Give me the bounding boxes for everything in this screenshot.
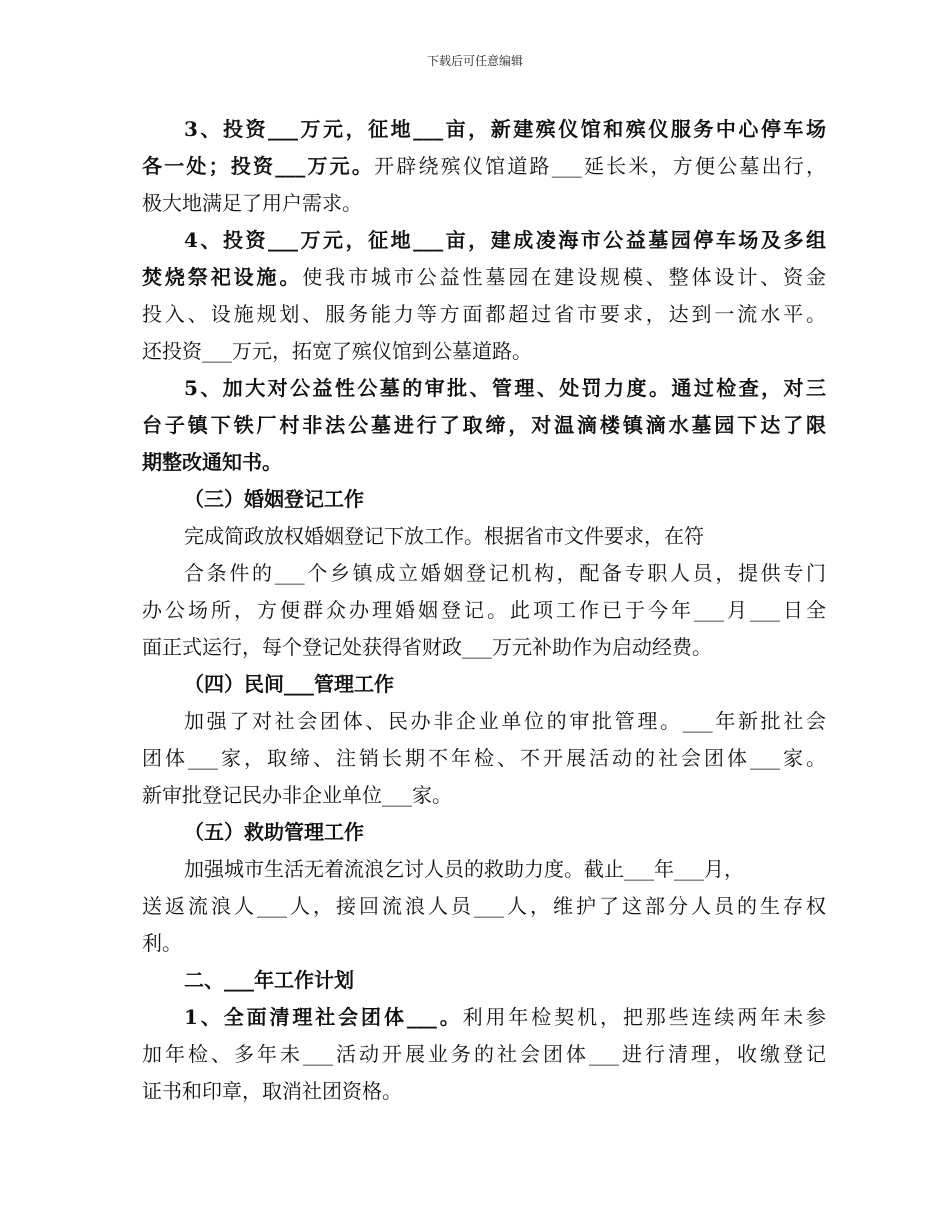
paragraph-line: 送返流浪人___人，接回流浪人员___人，维护了这部分人员的生存权: [142, 894, 826, 918]
paragraph-line: 团体___家，取缔、注销长期不年检、不开展活动的社会团体___家。: [142, 746, 826, 770]
paragraph-line: 极大地满足了用户需求。: [142, 191, 362, 215]
paragraph-line: 5、加大对公益性公墓的审批、管理、处罚力度。通过检查，对三: [184, 376, 826, 400]
paragraph-line: 完成简政放权婚姻登记下放工作。根据省市文件要求，在符: [184, 524, 704, 548]
paragraph-line: 期整改通知书。: [142, 450, 282, 474]
text-run: 利用年检契机，把那些连续两年未参: [462, 1005, 827, 1029]
section-heading: （三）婚姻登记工作: [184, 487, 364, 511]
page-header: 下载后可任意编辑: [426, 54, 523, 68]
paragraph-line: 利。: [142, 931, 182, 955]
paragraph-line: 4、投资___万元，征地___亩，建成凌海市公益墓园停车场及多组: [184, 228, 826, 252]
bold-phrase: 1、全面清理社会团体___。: [184, 1005, 463, 1029]
bold-phrase: 焚烧祭祀设施。: [142, 265, 303, 289]
bold-phrase: 各一处；投资___万元。: [142, 154, 375, 178]
paragraph-line: [142, 259, 826, 296]
paragraph-line: 面正式运行，每个登记处获得省财政___万元补助作为启动经费。: [142, 635, 712, 659]
paragraph-line: [142, 999, 826, 1036]
paragraph-line: 证书和印章，取消社团资格。: [142, 1079, 402, 1103]
paragraph-line: 加年检、多年未___活动开展业务的社会团体___进行清理，收缴登记: [142, 1042, 826, 1066]
text-run: 开辟绕殡仪馆道路___延长米，方便公墓出行，: [374, 154, 827, 178]
paragraph-line: 3、投资___万元，征地___亩，新建殡仪馆和殡仪服务中心停车场: [184, 117, 826, 141]
section-heading: （五）救助管理工作: [184, 820, 364, 844]
paragraph-line: 合条件的___个乡镇成立婚姻登记机构，配备专职人员，提供专门: [184, 561, 826, 585]
paragraph-line: 加强城市生活无着流浪乞讨人员的救助力度。截止___年___月，: [184, 857, 744, 881]
section-heading: （四）民间___管理工作: [184, 672, 394, 696]
paragraph-line: [142, 148, 826, 185]
paragraph-line: 加强了对社会团体、民办非企业单位的审批管理。___年新批社会: [184, 709, 826, 733]
paragraph-line: 新审批登记民办非企业单位___家。: [142, 783, 452, 807]
paragraph-line: 办公场所，方便群众办理婚姻登记。此项工作已于今年___月___日全: [142, 598, 826, 622]
section-heading: 二、___年工作计划: [184, 968, 354, 992]
paragraph-line: 台子镇下铁厂村非法公墓进行了取缔，对温滴楼镇滴水墓园下达了限: [142, 413, 826, 437]
paragraph-line: 投入、设施规划、服务能力等方面都超过省市要求，达到一流水平。: [142, 302, 826, 326]
paragraph-line: 还投资___万元，拓宽了殡仪馆到公墓道路。: [142, 339, 532, 363]
text-run: 使我市城市公益性墓园在建设规模、整体设计、资金: [302, 265, 827, 289]
document-body: [142, 111, 826, 1110]
